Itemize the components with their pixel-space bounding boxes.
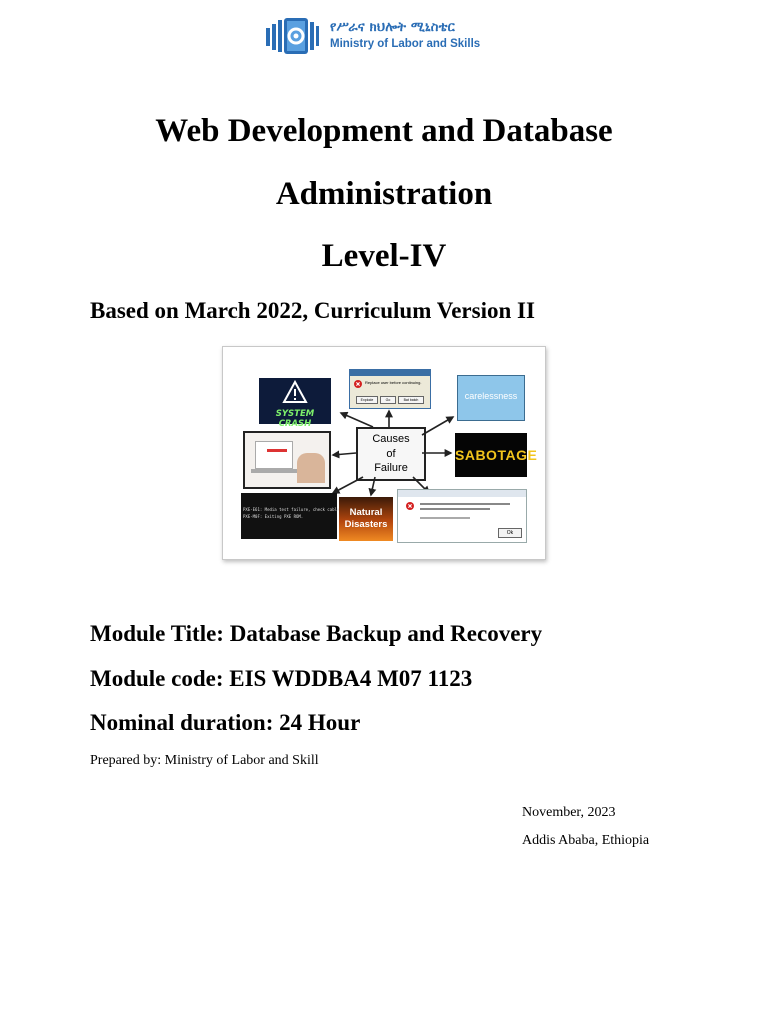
center-label-line-2: of: [386, 448, 396, 460]
carelessness-panel: [457, 375, 525, 421]
carelessness-label: carelessness: [464, 391, 518, 401]
module-title: Module Title: Database Backup and Recovery: [90, 621, 543, 646]
laptop-user-panel: [243, 431, 331, 489]
error-dialog-button-2[interactable]: Go: [380, 396, 396, 404]
error-dialog-ok-button[interactable]: Ok: [498, 528, 522, 538]
error-dialog-bottom: [397, 489, 527, 543]
natural-label-line-2: Disasters: [344, 519, 388, 530]
causes-of-failure-figure: [222, 346, 546, 560]
logo-amharic-name: የሥራና ክህሎት ሚኒስቴር: [330, 20, 455, 35]
error-dialog-button-1[interactable]: Explode: [356, 396, 378, 404]
error-dialog-button-3[interactable]: Bat batch: [398, 396, 424, 404]
console-line-1: PXE-E61: Media test failure, check cable: [243, 507, 340, 512]
prepared-by: Prepared by: Ministry of Labor and Skill: [90, 753, 319, 768]
curriculum-version: Based on March 2022, Curriculum Version II: [90, 298, 535, 323]
publication-place: Addis Ababa, Ethiopia: [522, 833, 650, 848]
sabotage-label: SABOTAGE: [455, 447, 538, 463]
ministry-logo-mark-icon: [264, 18, 320, 54]
console-line-2: PXE-M0F: Exiting PXE ROM.: [243, 514, 304, 519]
natural-disasters-panel: [339, 497, 393, 541]
document-title-line1: Web Development and Database: [155, 113, 613, 149]
document-level: Level-IV: [321, 238, 447, 274]
error-dialog-message: Replace user before continuing.: [365, 380, 422, 385]
center-label-line-1: Causes: [372, 433, 410, 445]
natural-label-line-1: Natural: [349, 507, 383, 518]
center-label-line-3: Failure: [374, 462, 408, 474]
error-dialog-top: [349, 369, 431, 409]
warning-icon: [283, 381, 307, 403]
console-error-panel: [241, 493, 340, 539]
nominal-duration: Nominal duration: 24 Hour: [90, 710, 361, 735]
module-code: Module code: EIS WDDBA4 M07 1123: [90, 666, 473, 691]
system-crash-panel: [259, 378, 331, 429]
document-title-line2: Administration: [275, 176, 493, 212]
logo-english-name: Ministry of Labor and Skills: [330, 38, 481, 50]
publication-date: November, 2023: [522, 805, 616, 820]
sabotage-panel: [455, 433, 538, 477]
system-crash-label: SYSTEM CRASH: [275, 409, 315, 429]
causes-of-failure-label: [356, 427, 426, 481]
ministry-logo: [264, 16, 504, 56]
error-icon: [354, 380, 362, 388]
error-icon: [406, 502, 414, 510]
